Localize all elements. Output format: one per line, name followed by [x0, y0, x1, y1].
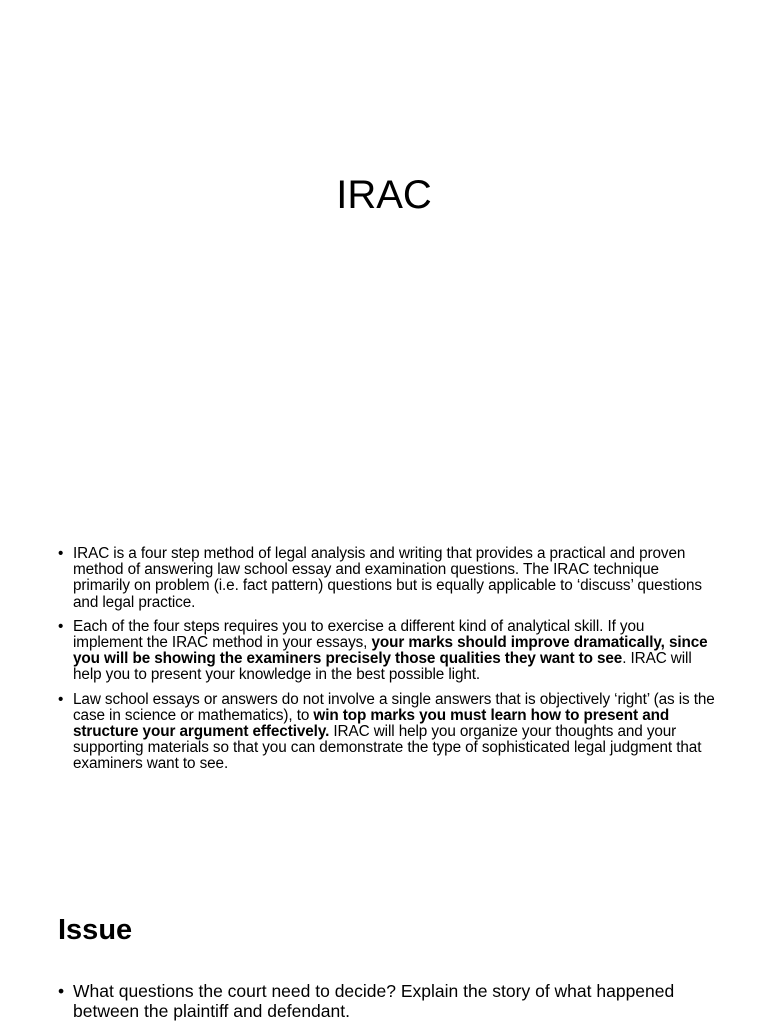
intro-bullet-item: [58, 619, 718, 684]
issue-bullet-item: [58, 982, 718, 1021]
bullet-icon: •: [58, 545, 64, 562]
bullet-text-bold: win top marks you must learn how to present and structure your argument effectively.: [73, 706, 670, 741]
bullet-text: IRAC is a four step method of legal analysis and writing that provides a practical and proven method of answering law school essay and examination questions. The IRAC technique primarily on problem (i.e. fact pattern) questions but is equally applicable to ‘discuss’ questions and legal practice.: [73, 545, 702, 611]
bullet-text: . IRAC will help you to present your knowledge in the best possible light.: [73, 650, 692, 684]
bullet-text: What questions the court need to decide? Explain the story of what happened between the plaintiff and defendant.: [73, 981, 675, 1021]
issue-heading: Issue: [58, 914, 133, 946]
bullet-icon: •: [58, 617, 64, 635]
bullet-text: Each of the four steps requires you to exercise a different kind of analytical skill. If you implement the IRAC method in your essays,: [73, 617, 645, 652]
bullet-text: Law school essays or answers do not involve a single answers that is objectively ‘right’ (as is the case in science or mathematics), to: [73, 690, 715, 724]
bullet-text: IRAC will help you organize your thoughts and your supporting materials so that you can demonstrate the type of sophisticated legal judgment that examiners want to see.: [73, 723, 702, 773]
bullet-text-bold: your marks should improve dramatically, since you will be showing the examiners precisely those qualities they want to see: [73, 634, 708, 668]
bullet-icon: •: [58, 690, 64, 708]
bullet-icon: •: [58, 981, 65, 1001]
intro-bullet-list: [58, 546, 718, 781]
intro-bullet-item: [58, 546, 718, 611]
issue-bullet-list: [58, 982, 718, 1021]
slide-title: IRAC: [336, 173, 432, 217]
intro-bullet-item: [58, 692, 718, 773]
